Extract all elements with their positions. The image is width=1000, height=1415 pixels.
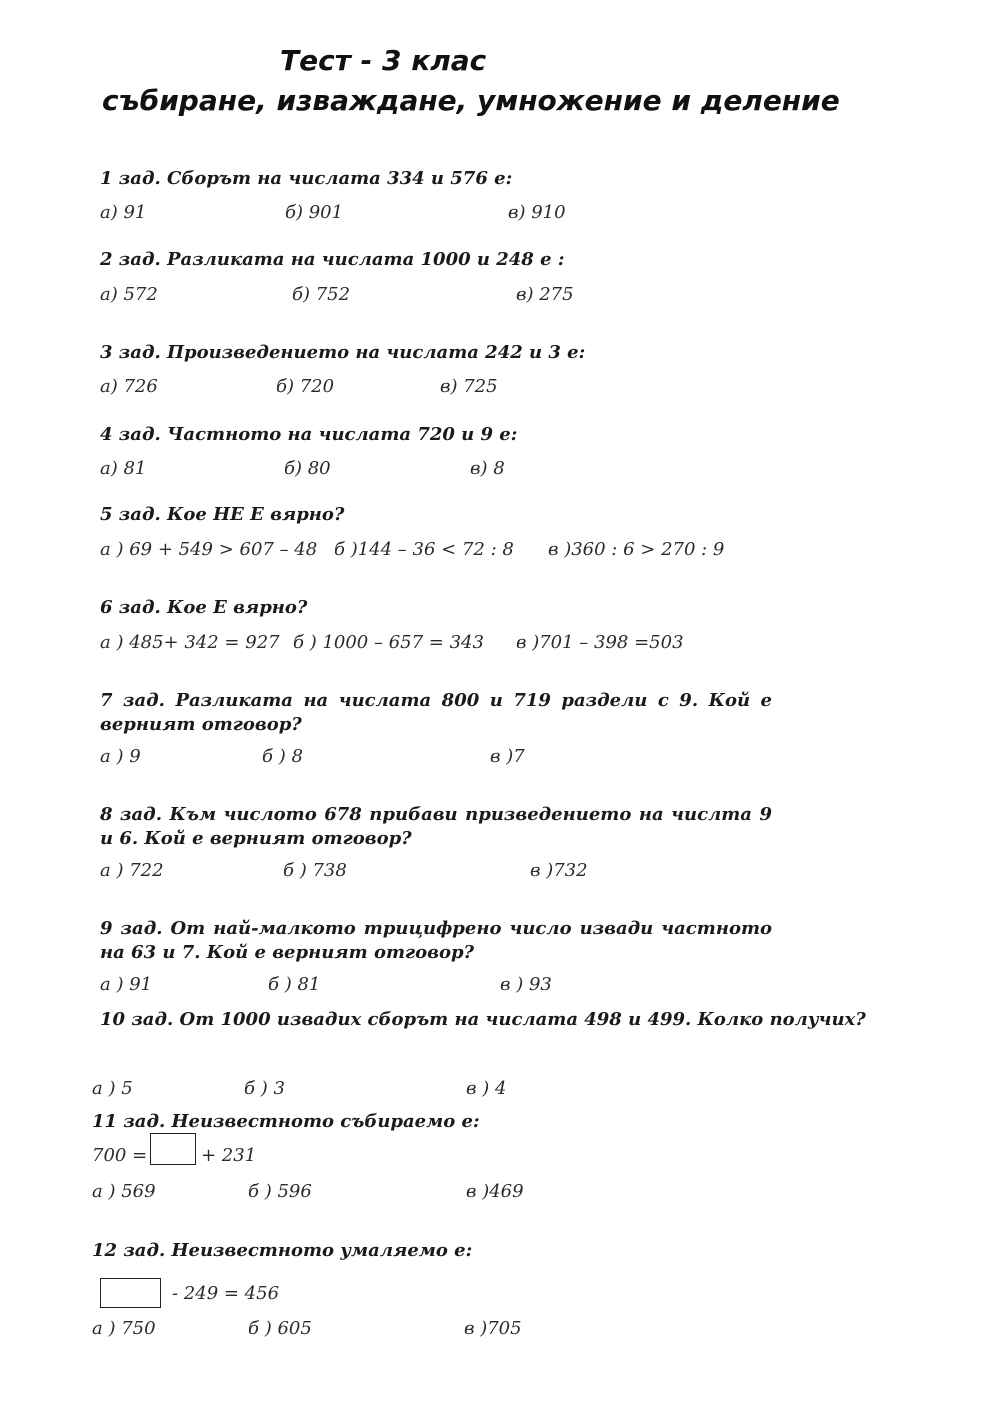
question-1-option-a[interactable]: а) 91 (100, 202, 147, 223)
question-2-text: 2 зад. Разликата на числата 1000 и 248 е : (100, 249, 565, 270)
question-10-text: 10 зад. От 1000 извадих сборът на числата 498 и 499. Колко получих? (100, 1009, 866, 1030)
question-7-option-b[interactable]: б ) 8 (262, 746, 303, 767)
question-1-option-c[interactable]: в) 910 (508, 202, 566, 223)
question-12-option-a[interactable]: а ) 750 (92, 1318, 156, 1339)
question-7-text: 7 зад. Разликата на числата 800 и 719 раздели с 9. Кой е верният отговор? (100, 690, 772, 735)
question-8-option-c[interactable]: в )732 (530, 860, 588, 881)
question-6-option-c[interactable]: в )701 – 398 =503 (516, 632, 684, 653)
question-10-option-a[interactable]: а ) 5 (92, 1078, 133, 1099)
question-7-option-a[interactable]: а ) 9 (100, 746, 141, 767)
question-6-option-b[interactable]: б ) 1000 – 657 = 343 (293, 632, 484, 653)
question-11-equation-left: 700 = (92, 1145, 148, 1166)
question-4-option-c[interactable]: в) 8 (470, 458, 505, 479)
question-3-option-c[interactable]: в) 725 (440, 376, 498, 397)
question-9-text: 9 зад. От най-малкото трицифрено число извади частното на 63 и 7. Кой е верният отговор? (100, 918, 772, 963)
question-5-option-a[interactable]: а ) 69 + 549 > 607 – 48 (100, 539, 318, 560)
question-5-option-c[interactable]: в )360 : 6 > 270 : 9 (548, 539, 725, 560)
question-6-option-a[interactable]: а ) 485+ 342 = 927 (100, 632, 280, 653)
question-12-equation-right: - 249 = 456 (172, 1283, 280, 1304)
question-2-option-a[interactable]: а) 572 (100, 284, 158, 305)
question-6-text: 6 зад. Кое Е вярно? (100, 597, 308, 618)
question-10-option-c[interactable]: в ) 4 (466, 1078, 507, 1099)
question-12-answer-box[interactable] (100, 1278, 161, 1308)
question-11-option-c[interactable]: в )469 (466, 1181, 524, 1202)
question-8-option-a[interactable]: а ) 722 (100, 860, 164, 881)
question-10-option-b[interactable]: б ) 3 (244, 1078, 285, 1099)
question-5-option-b[interactable]: б )144 – 36 < 72 : 8 (334, 539, 514, 560)
question-11-equation-right: + 231 (201, 1145, 257, 1166)
question-5-text: 5 зад. Кое НЕ Е вярно? (100, 504, 345, 525)
question-11-answer-box[interactable] (150, 1133, 196, 1165)
worksheet-subtitle: събиране, изваждане, умножение и деление (102, 84, 840, 117)
question-2-option-b[interactable]: б) 752 (292, 284, 351, 305)
question-4-option-b[interactable]: б) 80 (284, 458, 331, 479)
question-12-option-b[interactable]: б ) 605 (248, 1318, 312, 1339)
question-2-option-c[interactable]: в) 275 (516, 284, 574, 305)
question-9-option-b[interactable]: б ) 81 (268, 974, 321, 995)
question-11-option-b[interactable]: б ) 596 (248, 1181, 312, 1202)
question-3-text: 3 зад. Произведението на числата 242 и 3 е: (100, 342, 586, 363)
question-1-text: 1 зад. Сборът на числата 334 и 576 е: (100, 168, 513, 189)
question-12-option-c[interactable]: в )705 (464, 1318, 522, 1339)
question-3-option-a[interactable]: а) 726 (100, 376, 158, 397)
question-8-option-b[interactable]: б ) 738 (283, 860, 347, 881)
question-3-option-b[interactable]: б) 720 (276, 376, 335, 397)
question-4-text: 4 зад. Частното на числата 720 и 9 е: (100, 424, 518, 445)
question-11-text: 11 зад. Неизвестното събираемо е: (92, 1111, 480, 1132)
question-8-text: 8 зад. Към числото 678 прибави призведението на числта 9 и 6. Кой е верният отговор? (100, 804, 772, 849)
question-7-option-c[interactable]: в )7 (490, 746, 525, 767)
question-9-option-a[interactable]: а ) 91 (100, 974, 153, 995)
question-12-text: 12 зад. Неизвестното умаляемо е: (92, 1240, 473, 1261)
question-1-option-b[interactable]: б) 901 (285, 202, 344, 223)
worksheet-title: Тест - 3 клас (280, 44, 487, 77)
question-4-option-a[interactable]: а) 81 (100, 458, 147, 479)
question-9-option-c[interactable]: в ) 93 (500, 974, 552, 995)
question-11-option-a[interactable]: а ) 569 (92, 1181, 156, 1202)
